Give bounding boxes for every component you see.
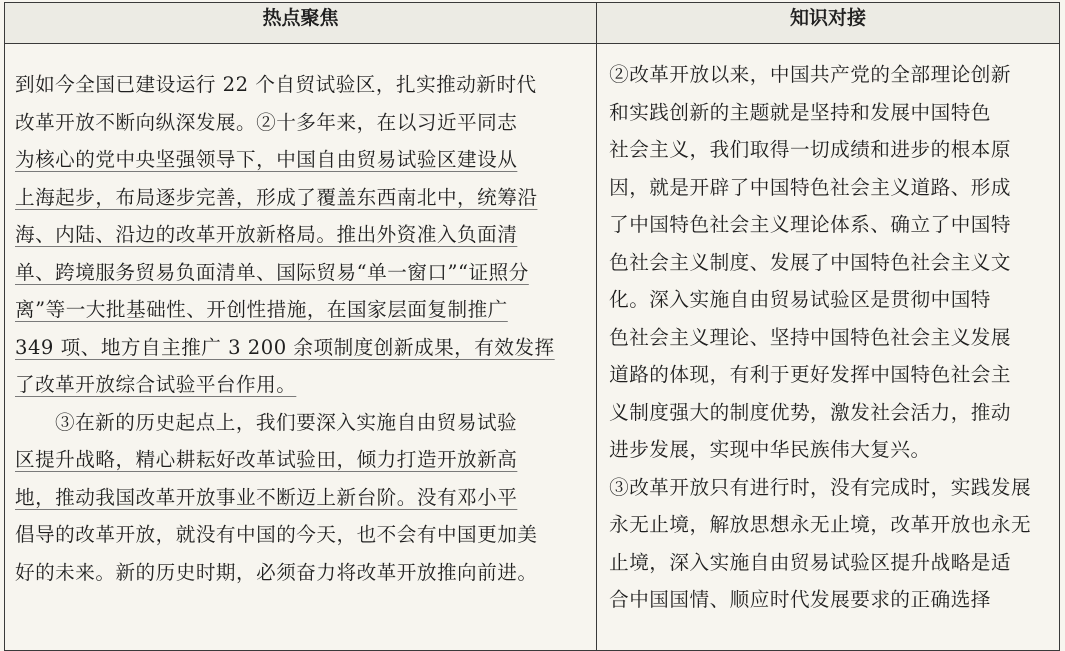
hotspot-line-text: 到如今全国已建设运行 22 个自贸试验区，扎实推动新时代 [15,73,537,96]
hotspot-line [15,329,586,367]
knowledge-line: 义制度强大的制度优势，激发社会活力，推动 [609,400,1011,424]
hotspot-line [15,291,586,329]
hotspot-line-text: 为核心的党中央坚强领导下，中国自由贸易试验区建设从 [15,148,518,171]
knowledge-line: 进步发展，实现中华民族伟大复兴。 [609,438,931,461]
knowledge-table [4,2,1060,651]
hotspot-line [15,254,586,292]
header-knowledge: 知识对接 [597,3,1060,44]
knowledge-line: 止境，深入实施自由贸易试验区提升战略是适 [609,550,1011,574]
hotspot-line-text: 区提升战略，精心耕耘好改革试验田，倾力打造开放新高 [15,448,518,471]
header-hotspot: 热点聚焦 [5,3,597,44]
hotspot-line-text: 离”等一大批基础性、开创性措施，在国家层面复制推广 [15,298,508,321]
hotspot-line [15,179,586,217]
body-row [5,44,1060,651]
hotspot-line [15,479,586,517]
hotspot-text [15,66,586,591]
hotspot-line [15,141,586,179]
hotspot-line-text: 349 项、地方自主推广 3 200 余项制度创新成果，有效发挥 [15,335,555,359]
knowledge-line: 合中国国情、顺应时代发展要求的正确选择 [609,588,991,611]
hotspot-line-text: 好的未来。新的历史时期，必须奋力将改革开放推向前进。 [15,560,538,584]
knowledge-line: 色社会主义制度、发展了中国特色社会主义文 [609,250,1011,274]
hotspot-line [15,516,586,554]
knowledge-line: 因，就是开辟了中国特色社会主义道路、形成 [609,175,1011,199]
knowledge-line: 色社会主义理论、坚持中国特色社会主义发展 [609,325,1011,349]
hotspot-line [15,366,586,404]
hotspot-line [15,404,586,442]
knowledge-text [609,56,1051,619]
knowledge-line: ②改革开放以来，中国共产党的全部理论创新 [609,63,1011,86]
knowledge-line: 了中国特色社会主义理论体系、确立了中国特 [609,213,1011,236]
knowledge-line: 和实践创新的主题就是坚持和发展中国特色 [609,100,991,124]
hotspot-line-text: 倡导的改革开放，就没有中国的今天，也不会有中国更加美 [15,523,538,546]
hotspot-column [5,44,597,651]
hotspot-line-text: 改革开放不断向纵深发展。②十多年来，在以习近平同志 [15,110,518,134]
header-row [5,3,1060,44]
knowledge-line: 永无止境，解放思想永无止境，改革开放也永无 [609,513,1032,536]
knowledge-line: 化。深入实施自由贸易试验区是贯彻中国特 [609,288,991,311]
hotspot-line [15,66,586,104]
hotspot-line-text: 地，推动我国改革开放事业不断迈上新台阶。没有邓小平 [15,485,518,509]
hotspot-line-text: ③在新的历史起点上，我们要深入实施自由贸易试验 [55,410,518,434]
hotspot-line [15,216,586,254]
hotspot-line [15,104,586,142]
hotspot-line-text: 单、跨境服务贸易负面清单、国际贸易“单一窗口”“证照分 [15,260,529,284]
hotspot-line-text: 海、内陆、沿边的改革开放新格局。推出外资准入负面清 [15,223,518,246]
knowledge-line: 道路的体现，有利于更好发挥中国特色社会主 [609,363,1011,386]
knowledge-line: ③改革开放只有进行时，没有完成时，实践发展 [609,475,1032,499]
hotspot-line-text: 了改革开放综合试验平台作用。 [15,373,297,396]
hotspot-line [15,441,586,479]
knowledge-column [597,44,1060,651]
hotspot-line-text: 上海起步，布局逐步完善，形成了覆盖东西南北中，统筹沿 [15,185,538,209]
knowledge-line: 社会主义，我们取得一切成绩和进步的根本原 [609,138,1011,161]
hotspot-line [15,554,586,592]
